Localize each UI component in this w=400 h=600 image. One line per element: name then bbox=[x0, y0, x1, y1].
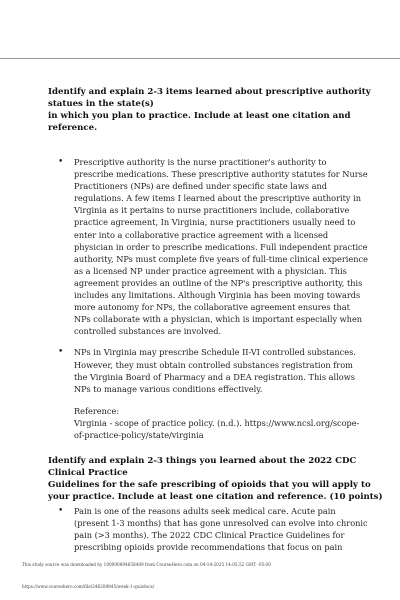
paragraph-line: NPs collaborate with a physician, which is important especially when bbox=[74, 314, 363, 325]
heading-line: in which you plan to practice. Include at least one citation and bbox=[48, 111, 351, 121]
section2-bullet-list bbox=[58, 505, 368, 553]
reference-line: of-practice-policy/state/virginia bbox=[74, 429, 204, 440]
reference-label: Reference: bbox=[74, 405, 120, 416]
paragraph-line: includes any limitations. Although Virginia has been moving towards bbox=[74, 290, 361, 301]
reference-block bbox=[74, 405, 360, 441]
download-notice: This study source was downloaded by 100000894658489 from CourseHero.com on 04-14-2025 14:05:52 GMT -05:00 bbox=[22, 562, 271, 567]
heading-line: reference. bbox=[48, 123, 98, 133]
bullet-item-controlled-substances bbox=[58, 346, 360, 394]
paragraph-line: the Virginia Board of Pharmacy and a DEA registration. This allows bbox=[74, 371, 355, 382]
section1-bullet-list bbox=[58, 156, 368, 395]
paragraph-line: pain (>3 months). The 2022 CDC Clinical Practice Guidelines for bbox=[74, 530, 345, 541]
paragraph-line: However, they must obtain controlled substances registration from bbox=[74, 359, 353, 370]
document-page bbox=[48, 86, 383, 553]
bullet-icon: • bbox=[58, 506, 64, 517]
paragraph-line: as a licensed NP under practice agreement with a physician. This bbox=[74, 265, 347, 276]
paragraph-line: prescribing opioids provide recommendations that focus on pain bbox=[74, 542, 343, 553]
section1-heading bbox=[48, 86, 371, 134]
heading-line: your practice. Include at least one citation and reference. (10 points) bbox=[48, 492, 383, 503]
top-divider bbox=[0, 58, 400, 59]
paragraph-line: agreement provides an outline of the NP's prescriptive authority, this bbox=[74, 277, 363, 288]
bullet-icon: • bbox=[58, 347, 64, 358]
paragraph-line: authority, NPs must complete five years of full-time clinical experience bbox=[74, 253, 368, 264]
heading-line: Identify and explain 2-3 items learned about prescriptive authority bbox=[48, 87, 371, 97]
paragraph-line: Virginia as it pertains to nurse practitioners include, collaborative bbox=[74, 205, 350, 216]
paragraph-line: controlled substances are involved. bbox=[74, 326, 222, 337]
heading-line: statues in the state(s) bbox=[48, 99, 154, 109]
paragraph-line: regulations. A few items I learned about the prescriptive authority in bbox=[74, 193, 362, 204]
bullet-item-prescriptive-authority bbox=[58, 156, 368, 337]
heading-line: Guidelines for the safe prescribing of opioids that you will apply to bbox=[48, 480, 371, 491]
paragraph-line: enter into a collaborative practice agreement with a licensed bbox=[74, 229, 329, 240]
section2-heading bbox=[48, 455, 383, 503]
reference-line: Virginia - scope of practice policy. (n.d.). https://www.ncsl.org/scope- bbox=[74, 417, 360, 428]
source-url[interactable]: https://www.coursehero.com/file/246208845/week-1-quizdocx/ bbox=[22, 584, 155, 589]
heading-line: Identify and explain 2-3 things you learned about the 2022 CDC bbox=[48, 456, 357, 467]
paragraph-line: more autonomy for NPs, the collaborative agreement ensures that bbox=[74, 302, 350, 313]
paragraph-line: NPs in Virginia may prescribe Schedule II-VI controlled substances. bbox=[74, 347, 356, 358]
paragraph-line: NPs to manage various conditions effectively. bbox=[74, 383, 263, 394]
paragraph-line: Pain is one of the reasons adults seek medical care. Acute pain bbox=[74, 506, 336, 517]
paragraph-line: Prescriptive authority is the nurse practitioner's authority to bbox=[74, 157, 327, 167]
paragraph-line: practice agreement, In Virginia, nurse practitioners usually need to bbox=[74, 217, 356, 228]
paragraph-line: prescribe medications. These prescriptive authority statutes for Nurse bbox=[74, 169, 368, 180]
paragraph-line: Practitioners (NPs) are defined under specific state laws and bbox=[74, 181, 327, 192]
bullet-item-pain bbox=[58, 505, 368, 553]
paragraph-line: physician in order to prescribe medications. Full independent practice bbox=[74, 241, 368, 252]
heading-line: Clinical Practice bbox=[48, 468, 128, 479]
paragraph-line: (present 1-3 months) that has gone unresolved can evolve into chronic bbox=[74, 518, 368, 529]
bullet-icon: • bbox=[58, 157, 64, 167]
